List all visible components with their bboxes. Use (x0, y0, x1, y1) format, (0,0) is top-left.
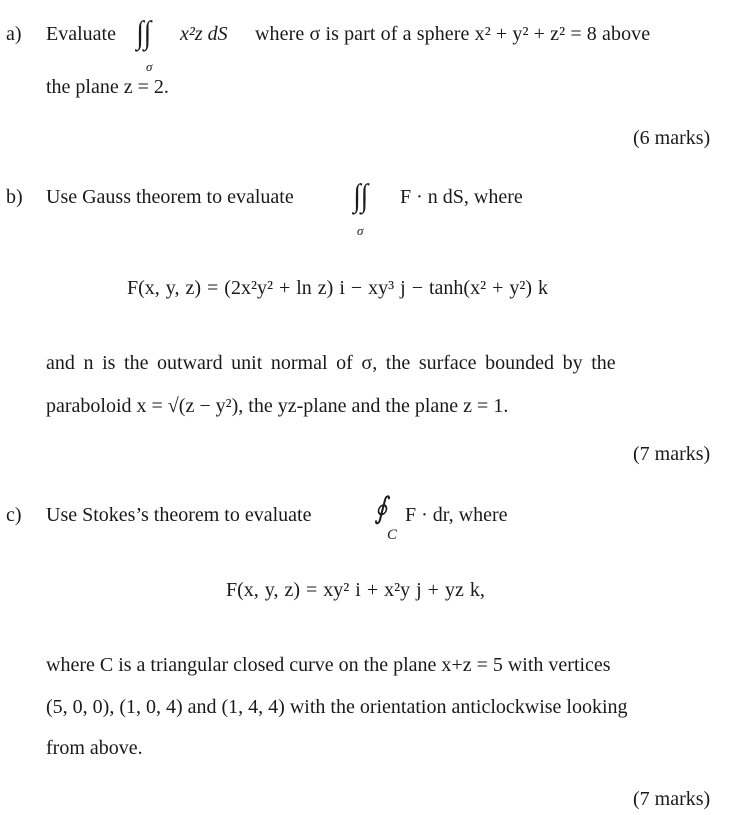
part-c-integrand: F · dr, where (405, 504, 508, 526)
part-a-region: σ (146, 59, 153, 74)
part-b-integral-sign: ∫∫ (353, 177, 369, 213)
part-c-label: c) (6, 504, 22, 526)
part-c-marks: (7 marks) (633, 788, 711, 810)
part-a-integrand (180, 24, 228, 44)
part-b-integrand: F · n dS, where (400, 186, 523, 208)
part-a-statement-line2: the plane z = 2. (46, 76, 169, 98)
part-c-intro: Use Stokes’s theorem to evaluate (46, 504, 312, 526)
part-c-contour-integral-sign: ∮ (374, 492, 388, 525)
part-c-paragraph-line2: (5, 0, 0), (1, 0, 4) and (1, 4, 4) with the orientation anticlockwise looking (46, 696, 628, 718)
part-a-integral-sign: ∫∫ (136, 14, 152, 50)
part-b-marks: (7 marks) (633, 443, 711, 465)
part-b-intro: Use Gauss theorem to evaluate (46, 186, 294, 208)
part-a-verb: Evaluate (46, 23, 116, 45)
part-b-paragraph-line2: paraboloid x = √(z − y²), the yz-plane and the plane z = 1. (46, 395, 509, 417)
part-c-paragraph-line3: from above. (46, 737, 143, 759)
part-b-equation: F(x, y, z) = (2x²y² + ln z) i − xy³ j − tanh(x² + y²) k (127, 277, 549, 299)
part-a-statement: where σ is part of a sphere x² + y² + z² = 8 above (255, 23, 651, 45)
part-a-label: a) (6, 23, 22, 45)
part-a-marks: (6 marks) (633, 127, 711, 149)
part-c-contour-label: C (387, 527, 398, 543)
part-c-equation: F(x, y, z) = xy² i + x²y j + yz k, (226, 579, 485, 601)
part-b-region: σ (357, 223, 364, 238)
part-b-paragraph-line1: and n is the outward unit normal of σ, the surface bounded by the (46, 352, 616, 374)
part-b-label: b) (6, 186, 23, 208)
part-a-integrand-text: x²z dS (180, 23, 228, 45)
part-c-paragraph-line1: where C is a triangular closed curve on the plane x+z = 5 with vertices (46, 654, 611, 676)
